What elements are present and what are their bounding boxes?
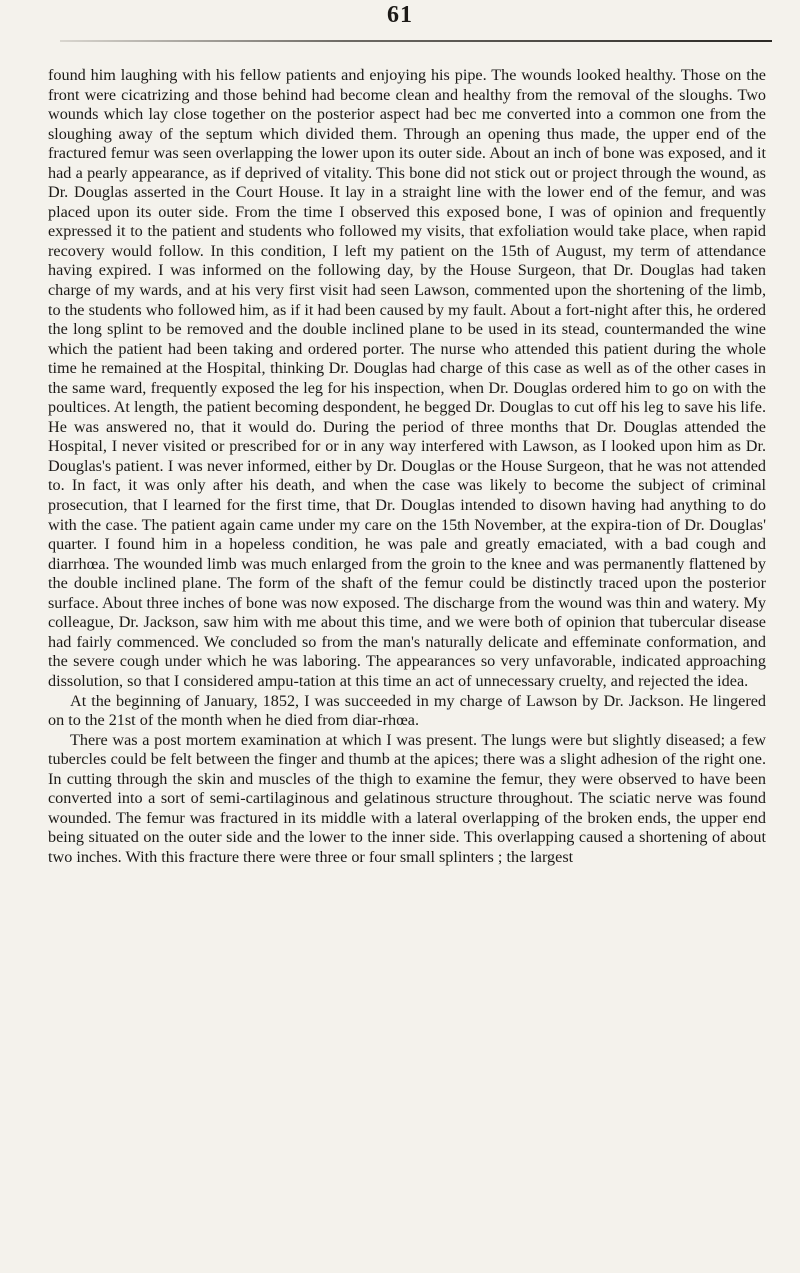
header-rule [60, 40, 772, 42]
paragraph: At the beginning of January, 1852, I was succeeded in my charge of Lawson by Dr. Jackson. He lingered on to the 21st of the month when he died from diar-rhœa. [48, 691, 766, 730]
paragraph: There was a post mortem examination at which I was present. The lungs were but slightly diseased; a few tubercles could be felt between the finger and thumb at the apices; there was a slight adhesion of the right one. In cutting through the skin and muscles of the thigh to examine the femur, they were observed to have been converted into a sort of semi-cartilaginous and gelatinous structure throughout. The sciatic nerve was found wounded. The femur was fractured in its middle with a lateral overlapping of the broken ends, the upper end being situated on the outer side and the lower to the inner side. This overlapping caused a shortening of about two inches. With this fracture there were three or four small splinters ; the largest [48, 730, 766, 866]
page-number: 61 [387, 2, 413, 28]
body-text [48, 66, 766, 867]
paragraph: found him laughing with his fellow patients and enjoying his pipe. The wounds looked healthy. Those on the front were cicatrizing and those behind had become clean and healthy from the removal of the sloughs. Two wounds which lay close together on the posterior aspect had bec me converted into a common one from the sloughing away of the septum which divided them. Through an opening thus made, the upper end of the fractured femur was seen overlapping the lower upon its outer side. About an inch of bone was exposed, and it had a pearly appearance, as if deprived of vitality. This bone did not stick out or project through the wound, as Dr. Douglas asserted in the Court House. It lay in a straight line with the lower end of the femur, and was placed upon its outer side. From the time I observed this exposed bone, I was of opinion and frequently expressed it to the patient and students who followed my visits, that exfoliation would take place, when rapid recovery would follow. In this condition, I left my patient on the 15th of August, my term of attendance having expired. I was informed on the following day, by the House Surgeon, that Dr. Douglas had taken charge of my wards, and at his very first visit had seen Lawson, commented upon the shortening of the limb, to the students who followed him, as if it had been caused by my fault. About a fort-night after this, he ordered the long splint to be removed and the double inclined plane to be used in its stead, countermanded the wine which the patient had been taking and ordered porter. The nurse who attended this patient during the whole time he remained at the Hospital, thinking Dr. Douglas had charge of this case as well as of the other cases in the same ward, frequently exposed the leg for his inspection, when Dr. Douglas ordered him to go on with the poultices. At length, the patient becoming despondent, he begged Dr. Douglas to cut off his leg to save his life. He was answered no, that it would do. During the period of three months that Dr. Douglas attended the Hospital, I never visited or prescribed for or in any way interfered with Lawson, as I looked upon him as Dr. Douglas's patient. I was never informed, either by Dr. Douglas or the House Surgeon, that he was not attended to. In fact, it was only after his death, and when the case was likely to become the subject of criminal prosecution, that I learned for the first time, that Dr. Douglas intended to disown having had anything to do with the case. The patient again came under my care on the 15th November, at the expira-tion of Dr. Douglas' quarter. I found him in a hopeless condition, he was pale and greatly emaciated, with a bad cough and diarrhœa. The wounded limb was much enlarged from the groin to the knee and was permanently flattened by the double inclined plane. The form of the shaft of the femur could be distinctly traced upon the posterior surface. About three inches of bone was now exposed. The discharge from the wound was thin and watery. My colleague, Dr. Jackson, saw him with me about this time, and we were both of opinion that tubercular disease had fairly commenced. We concluded so from the man's naturally delicate and effeminate conformation, and the severe cough under which he was laboring. The appearances so very unfavorable, indicated approaching dissolution, so that I considered ampu-tation at this time an act of unnecessary cruelty, and rejected the idea. [48, 66, 766, 690]
